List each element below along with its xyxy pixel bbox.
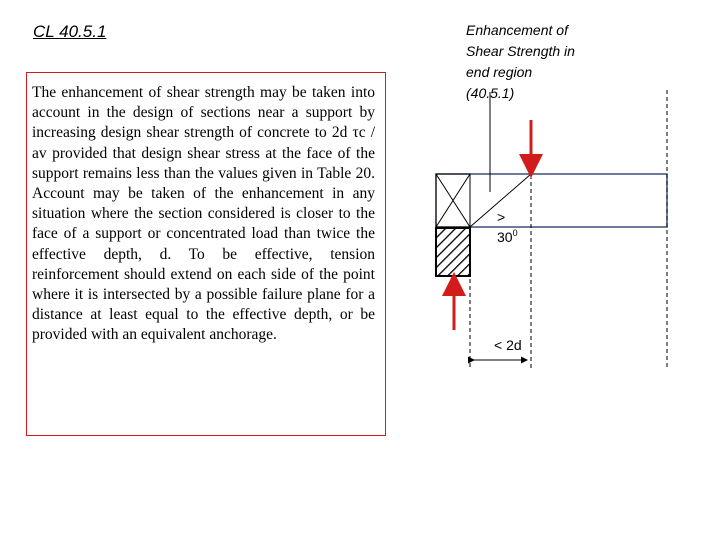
clause-reference: CL 40.5.1 bbox=[33, 22, 107, 41]
support-hatched bbox=[436, 228, 470, 276]
angle-value bbox=[497, 228, 518, 245]
code-clause-text: The enhancement of shear strength may be taken into account in the design of sections near a support by increasing design shear strength of concrete to 2d τc / av provided that design shear stress at the face of the support remains less than the values given in Table 20. Account may be taken of the enhancement in any situation where the section considered is closer to the face of a support or concentrated load than twice the effective depth, d. To be effective, tension reinforcement should extend on each side of the point where it is intersected by a possible failure plane for a distance at least equal to the effective depth, or be provided with an equivalent anchorage. bbox=[26, 72, 386, 436]
beam bbox=[436, 174, 667, 227]
caption-line-4: (40.5.1) bbox=[466, 85, 515, 101]
angle-degree: 0 bbox=[512, 228, 518, 238]
caption-line-3: end region bbox=[466, 64, 533, 80]
distance-label: < 2d bbox=[494, 337, 522, 353]
caption-line-1: Enhancement of bbox=[466, 22, 568, 38]
angle-symbol: > bbox=[497, 209, 506, 225]
angle-number: 30 bbox=[497, 229, 513, 245]
caption-line-2: Shear Strength in bbox=[466, 43, 575, 59]
